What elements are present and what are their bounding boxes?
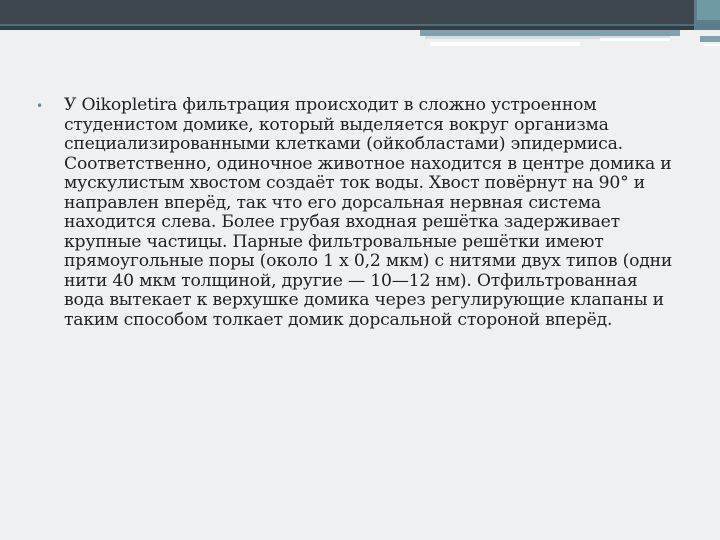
header-band [0, 0, 694, 24]
header-corner-line-light [704, 44, 720, 46]
slide-body [36, 96, 676, 330]
header-accent-strip [0, 24, 720, 26]
bullet-marker: • [36, 99, 44, 113]
header-corner-line [700, 36, 720, 42]
header-corner-accent [697, 0, 720, 20]
header-white-bar-secondary [600, 38, 670, 41]
bullet-text: У Oikopletira фильтрация происходит в сложно устроенном студенистом домике, который выделяется вокруг организма специализированными клетками (ойкобластами) эпидермиса. Соответственно, одиночное животное находится в центре домика и мускулистым хвостом создаёт ток воды. Хвост повёрнут на 90° и направлен вперёд, так что его дорсальная нервная система находится слева. Более грубая входная решётка задерживает крупные частицы. Парные фильтровальные решётки имеют прямоугольные поры (около 1 х 0,2 мкм) с нитями двух типов (одни нити 40 мкм толщиной, другие — 10—12 нм). Отфильтрованная вода вытекает к верхушке домика через регулирующие клапаны и таким способом толкает домик дорсальной стороной вперёд. [64, 95, 673, 330]
bullet-item [36, 96, 676, 330]
header-white-bar [430, 42, 580, 46]
